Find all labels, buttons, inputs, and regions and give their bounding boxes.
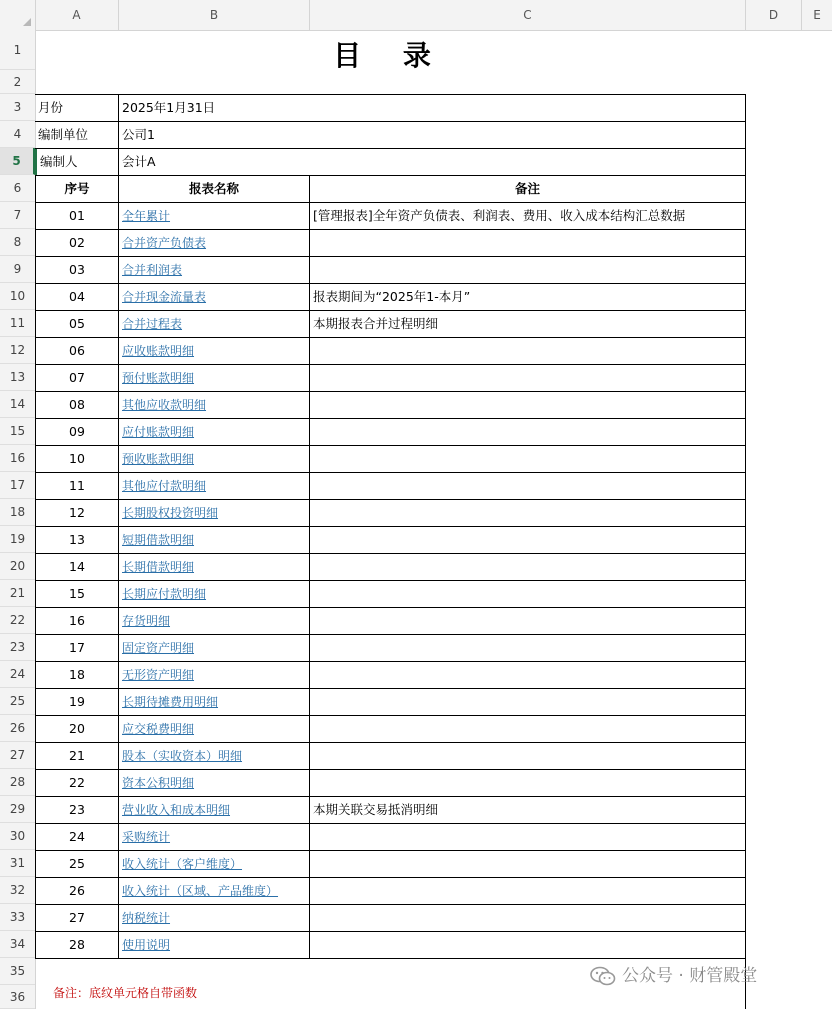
remark-cell[interactable] xyxy=(310,581,746,607)
row-number[interactable]: 14 xyxy=(35,554,119,580)
remark-cell[interactable] xyxy=(310,662,746,688)
month-value[interactable]: 2025年1月31日 xyxy=(119,95,746,121)
row-header-22[interactable]: 22 xyxy=(0,607,35,634)
report-link[interactable]: 股本（实收资本）明细 xyxy=(122,749,243,763)
report-link[interactable]: 预付账款明细 xyxy=(122,371,195,385)
header-no[interactable]: 序号 xyxy=(35,176,119,202)
directory-table xyxy=(35,94,746,952)
remark-cell[interactable] xyxy=(310,635,746,661)
remark-cell[interactable]: 本期关联交易抵消明细 xyxy=(310,797,746,823)
table-row xyxy=(35,797,746,824)
table-row xyxy=(35,608,746,635)
row-number[interactable]: 26 xyxy=(35,878,119,904)
remark-cell[interactable]: 本期报表合并过程明细 xyxy=(310,311,746,337)
report-link[interactable]: 营业收入和成本明细 xyxy=(122,803,231,817)
row-header-12[interactable]: 12 xyxy=(0,337,35,364)
row-number[interactable]: 24 xyxy=(35,824,119,850)
table-row xyxy=(35,635,746,662)
row-header-3[interactable]: 3 xyxy=(0,94,35,121)
row-header-34[interactable]: 34 xyxy=(0,931,35,958)
row-number[interactable]: 18 xyxy=(35,662,119,688)
remark-cell[interactable] xyxy=(310,770,746,796)
column-header-bar xyxy=(0,0,832,31)
table-row xyxy=(35,230,746,257)
report-name-cell xyxy=(119,527,310,553)
table-row xyxy=(35,284,746,311)
preparer-label[interactable]: 编制人 xyxy=(35,149,119,175)
report-name-cell xyxy=(119,338,310,364)
table-row xyxy=(35,689,746,716)
report-link[interactable]: 使用说明 xyxy=(122,938,171,952)
row-header-column xyxy=(0,30,36,1009)
row-header-32[interactable]: 32 xyxy=(0,877,35,904)
remark-cell[interactable] xyxy=(310,716,746,742)
row-header-8[interactable]: 8 xyxy=(0,229,35,256)
column-header-c[interactable]: C xyxy=(310,0,746,30)
report-name-cell xyxy=(119,851,310,877)
table-row xyxy=(35,392,746,419)
row-header-10[interactable]: 10 xyxy=(0,283,35,310)
report-name-cell xyxy=(119,257,310,283)
row-header-14[interactable]: 14 xyxy=(0,391,35,418)
column-header-e[interactable]: E xyxy=(813,8,821,22)
row-number[interactable]: 03 xyxy=(35,257,119,283)
remark-cell[interactable] xyxy=(310,932,746,958)
remark-cell[interactable] xyxy=(310,365,746,391)
row-header-28[interactable]: 28 xyxy=(0,769,35,796)
row-header-19[interactable]: 19 xyxy=(0,526,35,553)
row-number[interactable]: 04 xyxy=(35,284,119,310)
table-row xyxy=(35,446,746,473)
row-header-18[interactable]: 18 xyxy=(0,499,35,526)
remark-cell[interactable] xyxy=(310,851,746,877)
remark-cell[interactable] xyxy=(310,824,746,850)
row-header-9[interactable]: 9 xyxy=(0,256,35,283)
table-row xyxy=(35,851,746,878)
table-row xyxy=(35,257,746,284)
row-number[interactable]: 06 xyxy=(35,338,119,364)
row-header-5[interactable]: 5 xyxy=(0,148,35,175)
report-name-cell xyxy=(119,230,310,256)
remark-cell[interactable] xyxy=(310,338,746,364)
row-number[interactable]: 01 xyxy=(35,203,119,229)
report-link[interactable]: 合并过程表 xyxy=(122,317,183,331)
table-row xyxy=(35,716,746,743)
row-header-15[interactable]: 15 xyxy=(0,418,35,445)
row-number[interactable]: 19 xyxy=(35,689,119,715)
report-link[interactable]: 资本公积明细 xyxy=(122,776,195,790)
report-link[interactable]: 纳税统计 xyxy=(122,911,171,925)
table-row xyxy=(35,500,746,527)
header-note[interactable]: 备注 xyxy=(310,176,746,202)
report-name-cell xyxy=(119,824,310,850)
row-number[interactable]: 05 xyxy=(35,311,119,337)
row-header-2[interactable]: 2 xyxy=(0,70,35,94)
report-link[interactable]: 其他应付款明细 xyxy=(122,479,207,493)
row-header-25[interactable]: 25 xyxy=(0,688,35,715)
report-name-cell xyxy=(119,743,310,769)
report-link[interactable]: 无形资产明细 xyxy=(122,668,195,682)
row-number[interactable]: 21 xyxy=(35,743,119,769)
footnote[interactable]: 备注：底纹单元格自带函数 xyxy=(53,986,198,1000)
report-link[interactable]: 合并利润表 xyxy=(122,263,183,277)
row-header-13[interactable]: 13 xyxy=(0,364,35,391)
table-row xyxy=(35,662,746,689)
remark-cell[interactable] xyxy=(310,608,746,634)
table-row xyxy=(35,338,746,365)
remark-cell[interactable] xyxy=(310,230,746,256)
table-row xyxy=(35,365,746,392)
report-link[interactable]: 应交税费明细 xyxy=(122,722,195,736)
report-link[interactable]: 合并现金流量表 xyxy=(122,290,207,304)
report-link[interactable]: 长期借款明细 xyxy=(122,560,195,574)
row-number[interactable]: 17 xyxy=(35,635,119,661)
info-row-month xyxy=(35,95,746,122)
report-name-cell xyxy=(119,392,310,418)
row-number[interactable]: 02 xyxy=(35,230,119,256)
column-header-a[interactable]: A xyxy=(35,0,119,30)
row-number[interactable]: 20 xyxy=(35,716,119,742)
table-row xyxy=(35,203,746,230)
row-header-23[interactable]: 23 xyxy=(0,634,35,661)
table-row xyxy=(35,311,746,338)
row-number[interactable]: 25 xyxy=(35,851,119,877)
report-name-cell xyxy=(119,581,310,607)
table-row xyxy=(35,419,746,446)
row-number[interactable]: 15 xyxy=(35,581,119,607)
table-row xyxy=(35,473,746,500)
row-number[interactable]: 09 xyxy=(35,419,119,445)
row-header-24[interactable]: 24 xyxy=(0,661,35,688)
report-link[interactable]: 收入统计（区域、产品维度） xyxy=(122,884,279,898)
table-row xyxy=(35,770,746,797)
table-row xyxy=(35,581,746,608)
report-link[interactable]: 预收账款明细 xyxy=(122,452,195,466)
remark-cell[interactable] xyxy=(310,905,746,931)
row-header-4[interactable]: 4 xyxy=(0,121,35,148)
page-title: 目 录 xyxy=(333,39,447,72)
report-link[interactable]: 应付账款明细 xyxy=(122,425,195,439)
remark-cell[interactable] xyxy=(310,554,746,580)
row-header-33[interactable]: 33 xyxy=(0,904,35,931)
info-row-unit xyxy=(35,122,746,149)
report-name-cell xyxy=(119,770,310,796)
table-row xyxy=(35,878,746,905)
row-header-36[interactable]: 36 xyxy=(0,985,35,1009)
report-name-cell xyxy=(119,311,310,337)
row-number[interactable]: 27 xyxy=(35,905,119,931)
row-number[interactable]: 08 xyxy=(35,392,119,418)
row-number[interactable]: 28 xyxy=(35,932,119,958)
report-name-cell xyxy=(119,554,310,580)
table-row xyxy=(35,554,746,581)
remark-cell[interactable] xyxy=(310,689,746,715)
remark-cell[interactable] xyxy=(310,878,746,904)
remark-cell[interactable] xyxy=(310,743,746,769)
remark-cell[interactable] xyxy=(310,257,746,283)
row-header-35[interactable]: 35 xyxy=(0,958,35,985)
report-name-cell xyxy=(119,608,310,634)
remark-cell[interactable] xyxy=(310,392,746,418)
report-link[interactable]: 长期待摊费用明细 xyxy=(122,695,219,709)
header-name[interactable]: 报表名称 xyxy=(119,176,310,202)
report-link[interactable]: 长期股权投资明细 xyxy=(122,506,219,520)
report-name-cell xyxy=(119,878,310,904)
report-name-cell xyxy=(119,203,310,229)
remark-cell[interactable]: [管理报表]全年资产负债表、利润表、费用、收入成本结构汇总数据 xyxy=(310,203,746,229)
report-name-cell xyxy=(119,689,310,715)
report-link[interactable]: 采购统计 xyxy=(122,830,171,844)
row-number[interactable]: 13 xyxy=(35,527,119,553)
row-header-21[interactable]: 21 xyxy=(0,580,35,607)
remark-cell[interactable] xyxy=(310,500,746,526)
report-name-cell xyxy=(119,716,310,742)
unit-label[interactable]: 编制单位 xyxy=(35,122,119,148)
row-header-29[interactable]: 29 xyxy=(0,796,35,823)
row-header-26[interactable]: 26 xyxy=(0,715,35,742)
column-header-b[interactable]: B xyxy=(119,0,310,30)
row-number[interactable]: 10 xyxy=(35,446,119,472)
info-row-preparer xyxy=(35,149,746,176)
table-header-row xyxy=(35,176,746,203)
watermark-text: 公众号 · 财管殿堂 xyxy=(622,966,758,986)
report-name-cell xyxy=(119,797,310,823)
month-label[interactable]: 月份 xyxy=(35,95,119,121)
remark-cell[interactable]: 报表期间为“2025年1-本月” xyxy=(310,284,746,310)
remark-cell[interactable] xyxy=(310,446,746,472)
report-link[interactable]: 其他应收款明细 xyxy=(122,398,207,412)
report-name-cell xyxy=(119,446,310,472)
report-link[interactable]: 全年累计 xyxy=(122,209,171,223)
row-header-27[interactable]: 27 xyxy=(0,742,35,769)
table-row xyxy=(35,743,746,770)
report-link[interactable]: 收入统计（客户维度） xyxy=(122,857,243,871)
row-header-11[interactable]: 11 xyxy=(0,310,35,337)
remark-cell[interactable] xyxy=(310,527,746,553)
row-number[interactable]: 12 xyxy=(35,500,119,526)
row-number[interactable]: 23 xyxy=(35,797,119,823)
report-name-cell xyxy=(119,635,310,661)
wechat-icon xyxy=(590,966,616,986)
report-link[interactable]: 存货明细 xyxy=(122,614,171,628)
report-name-cell xyxy=(119,905,310,931)
report-name-cell xyxy=(119,473,310,499)
report-link[interactable]: 短期借款明细 xyxy=(122,533,195,547)
report-name-cell xyxy=(119,932,310,958)
select-all-corner[interactable] xyxy=(0,0,36,30)
row-number[interactable]: 07 xyxy=(35,365,119,391)
watermark xyxy=(590,962,757,990)
report-link[interactable]: 合并资产负债表 xyxy=(122,236,207,250)
select-all-icon xyxy=(23,18,31,26)
row-header-31[interactable]: 31 xyxy=(0,850,35,877)
row-header-17[interactable]: 17 xyxy=(0,472,35,499)
row-number[interactable]: 11 xyxy=(35,473,119,499)
row-number[interactable]: 16 xyxy=(35,608,119,634)
table-row xyxy=(35,824,746,851)
unit-value[interactable]: 公司1 xyxy=(119,122,746,148)
report-link[interactable]: 固定资产明细 xyxy=(122,641,195,655)
remark-cell[interactable] xyxy=(310,473,746,499)
table-row xyxy=(35,932,746,959)
report-link[interactable]: 应收账款明细 xyxy=(122,344,195,358)
report-name-cell xyxy=(119,500,310,526)
table-row xyxy=(35,905,746,932)
preparer-value[interactable]: 会计A xyxy=(119,149,746,175)
column-header-d[interactable]: D xyxy=(746,0,802,30)
row-header-20[interactable]: 20 xyxy=(0,553,35,580)
row-header-7[interactable]: 7 xyxy=(0,202,35,229)
row-header-1[interactable]: 1 xyxy=(0,30,35,70)
report-name-cell xyxy=(119,662,310,688)
table-row xyxy=(35,527,746,554)
report-link[interactable]: 长期应付款明细 xyxy=(122,587,207,601)
remark-cell[interactable] xyxy=(310,419,746,445)
row-header-16[interactable]: 16 xyxy=(0,445,35,472)
report-name-cell xyxy=(119,419,310,445)
report-name-cell xyxy=(119,365,310,391)
row-header-30[interactable]: 30 xyxy=(0,823,35,850)
row-number[interactable]: 22 xyxy=(35,770,119,796)
row-header-6[interactable]: 6 xyxy=(0,175,35,202)
report-name-cell xyxy=(119,284,310,310)
